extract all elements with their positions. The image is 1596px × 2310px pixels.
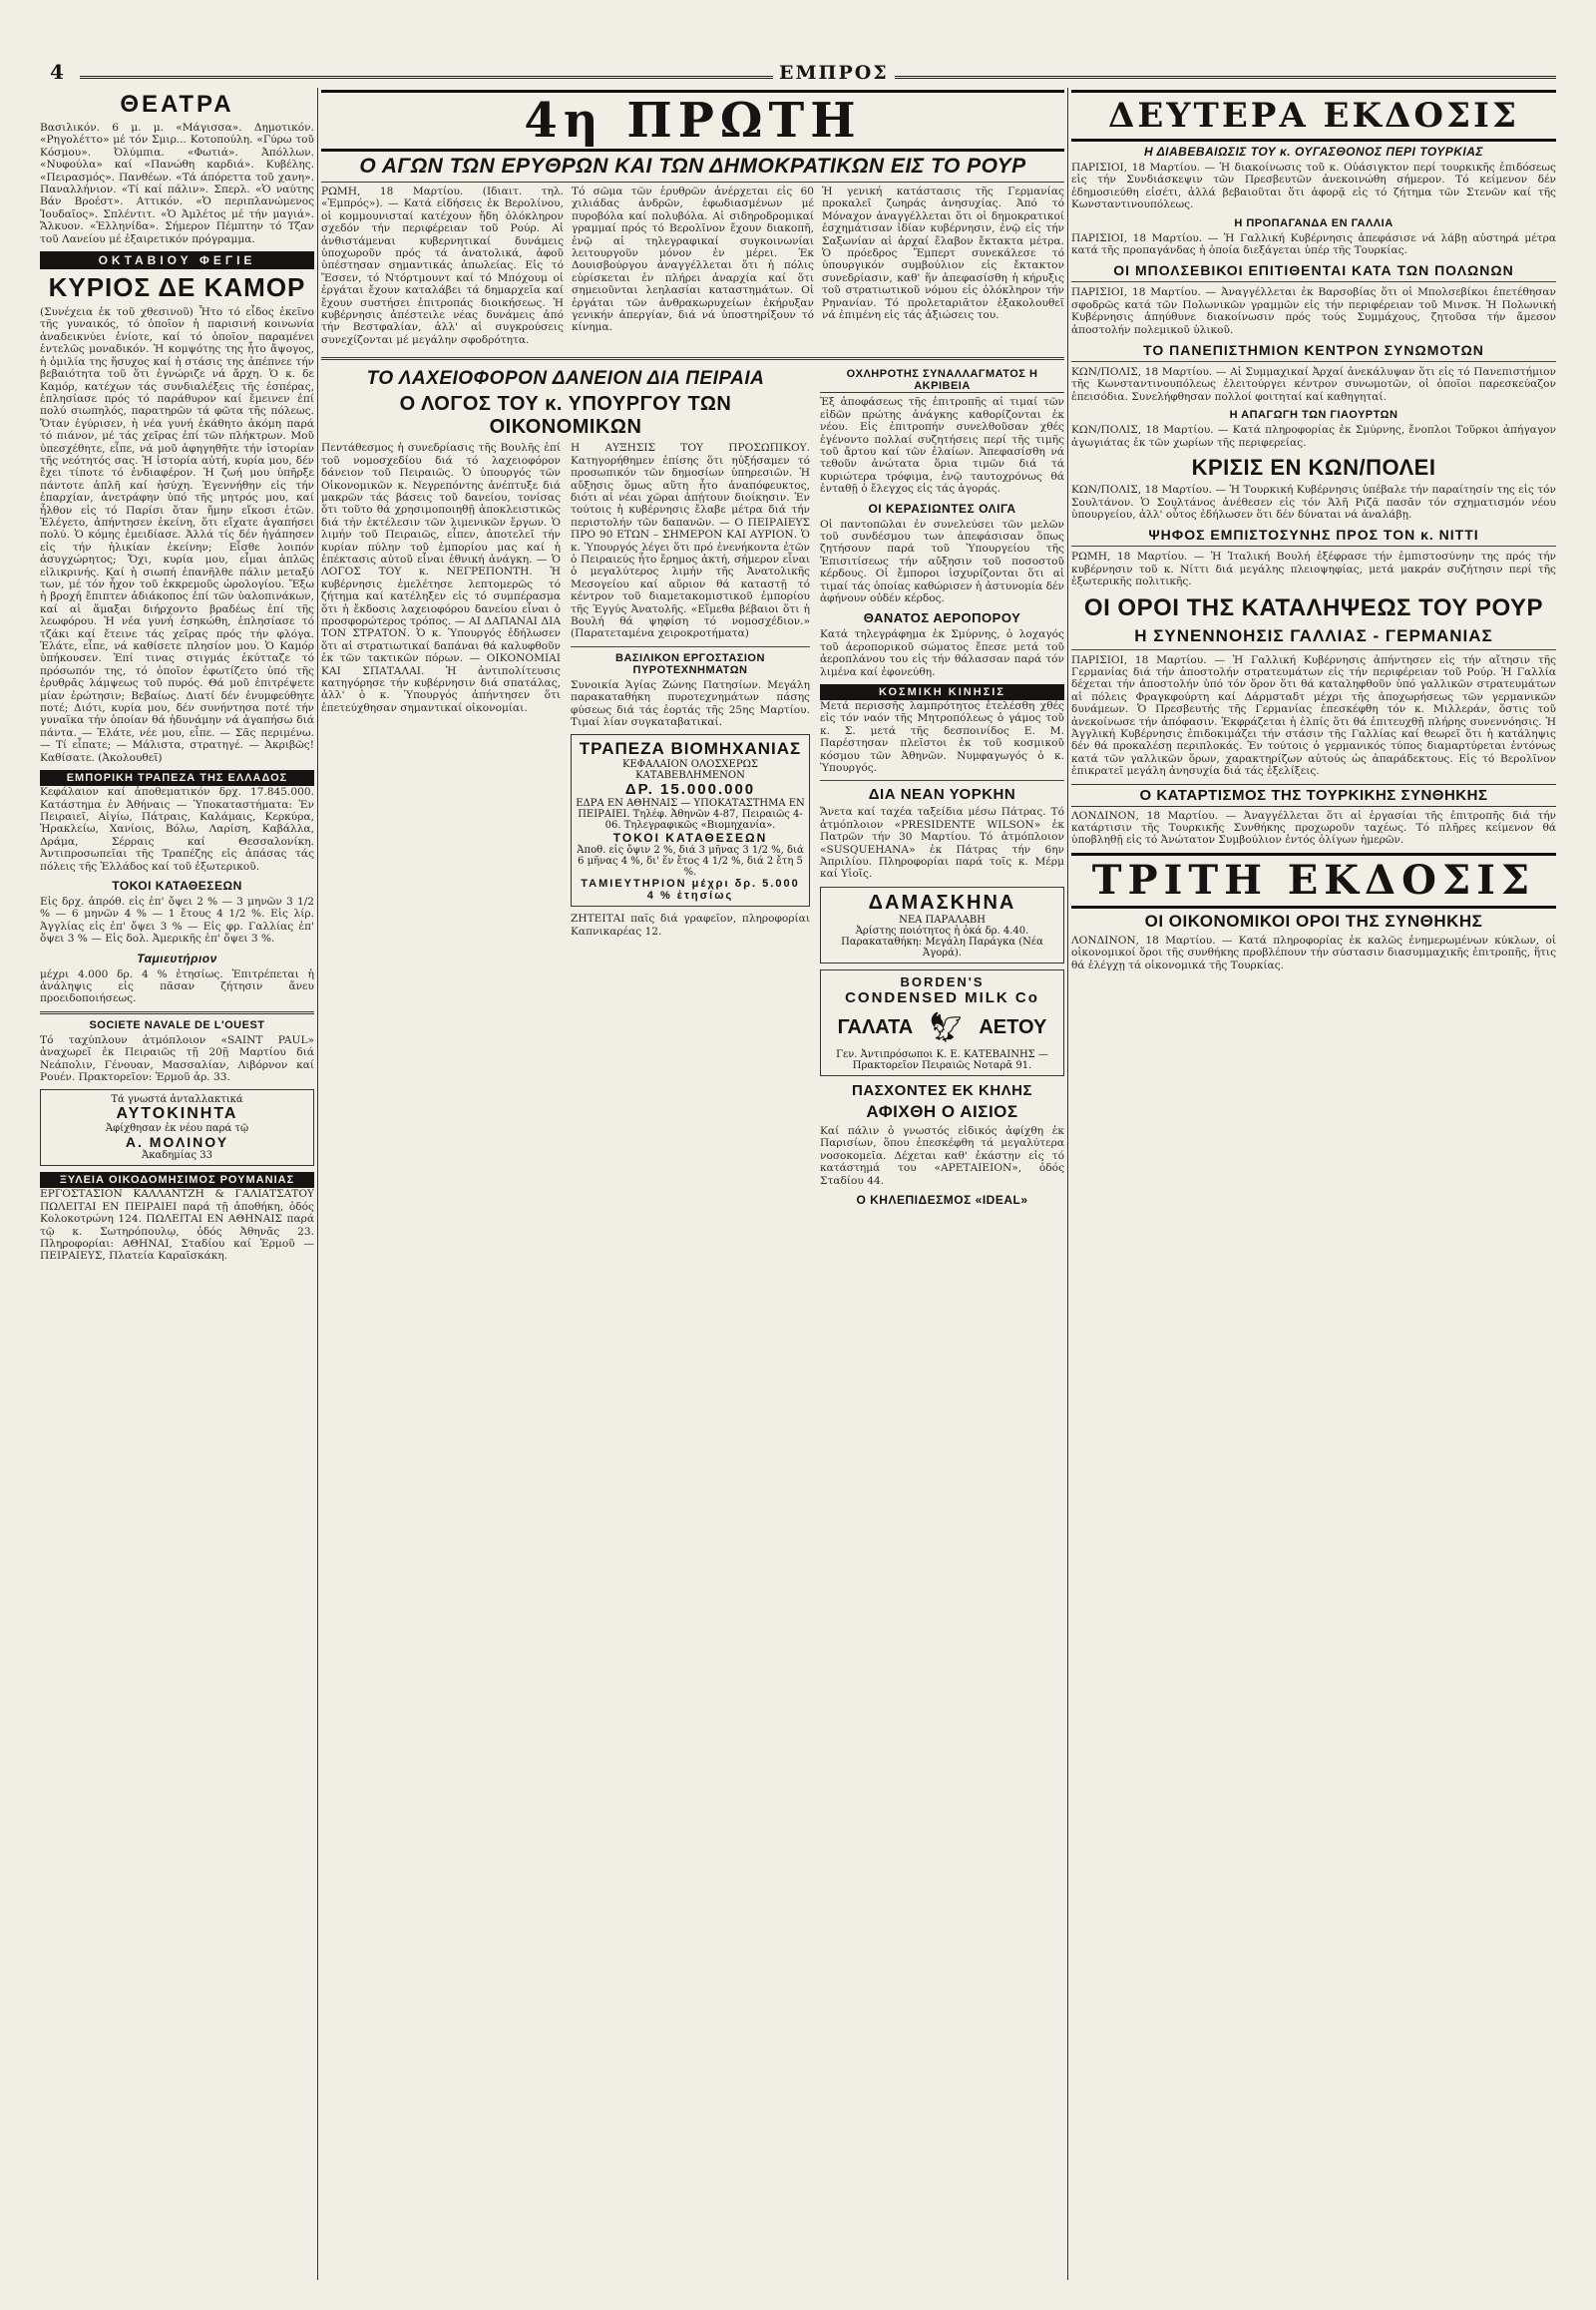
milk-ad: [820, 969, 1064, 1076]
aviator-title: ΘΑΝΑΤΟΣ ΑΕΡΟΠΟΡΟΥ: [863, 610, 1021, 626]
cars-lead: Τά γνωστά ἀνταλλακτικά: [111, 1094, 243, 1106]
hernia-title: ΠΑΣΧΟΝΤΕΣ ΕΚ ΚΗΛΗΣ: [851, 1081, 1033, 1099]
cars-title: ΑΥΤΟΚΙΝΗΤΑ: [116, 1105, 238, 1123]
plums-text: Ἀρίστης ποιότητος ἡ ὀκά δρ. 4.40. Παρακαταθήκη: Μεγάλη Παράγκα (Νέα Ἀγορά).: [841, 925, 1043, 959]
industry-bank-text: ΕΔΡΑ ΕΝ ΑΘΗΝΑΙΣ — ΥΠΟΚΑΤΑΣΤΗΜΑ ΕΝ ΠΕΙΡΑΙΕΙ. Τηλέφ. Ἀθηνῶν 4-87, Πειραιῶς 4-06. Τηλεγραφικῶς «Βιομηχανία».: [576, 798, 805, 832]
third-edition-banner: ΤΡΙΤΗ ΕΚΔΟΣΙΣ: [1071, 853, 1556, 909]
loan-headline: ΤΟ ΛΑΧΕΙΟΦΟΡΟΝ ΔΑΝΕΙΟΝ ΔΙΑ ΠΕΙΡΑΙΑ: [366, 368, 765, 390]
grocers-text: Οἱ παντοπῶλαι ἐν συνελεύσει τῶν μελῶν τοῦ συνδέσμου των ἀπεφάσισαν ὅπως ζητήσουν παρά τοῦ Ὑπουργείου τῆς Ἐπισιτίσεως τήν αὔξησιν τοῦ ποσοστοῦ κέρδους. Οἱ ἔμποροι ἰσχυρίζονται ὅτι αἱ τιμαί τάς ὁποίας καθώρισεν ἡ ἀστυνομία δέν ἀφήνουν οὐδέν κέρδος.: [820, 518, 1064, 604]
loan-text-1: Πεντάθεσμος ἡ συνεδρίασις τῆς Βουλῆς ἐπί τοῦ νομοσχεδίου διά τό λαχειοφόρον δάνειον τοῦ Πειραιῶς. Ὁ ὑπουργός τῶν Οἰκονομικῶν κ. Νεγρεπόντης ἀνέπτυξε διά μακρῶν τάς βάσεις τοῦ δανείου, τονίσας ὅτι τοῦτο θά χρησιμοποιηθῇ ἀποκλειστικῶς διά τήν ἐκτέλεσιν τῶν λιμενικῶν ἔργων. Ὁ λιμήν τοῦ Πειραιῶς, εἶπεν, ἀποτελεῖ τήν κυρίαν πύλην τοῦ ἐμπορίου μας καί ἡ ἐπέκτασις αὐτοῦ εἶναι ἐθνική ἀνάγκη. — Ὁ ΛΟΓΟΣ ΤΟΥ κ. ΝΕΓΡΕΠΟΝΤΗ. Ἡ κυβέρνησις ἐμελέτησε λεπτομερῶς τό ζήτημα καί κατέληξεν εἰς τό συμπέρασμα ὅτι ἡ ἔκδοσις λαχειοφόρου δανείου εἶναι ὁ προσφορώτερος τρόπος. — ΑΙ ΔΑΠΑΝΑΙ ΔΙΑ ΤΟΝ ΣΤΡΑΤΟΝ. Ὁ κ. Ὑπουργός ἐδήλωσεν ὅτι αἱ στρατιωτικαί δαπάναι θά καλυφθοῦν ἐκ τῶν τακτικῶν πόρων. — ΟΙΚΟΝΟΜΙΑΙ ΚΑΙ ΣΠΑΤΑΛΑΙ. Ἡ ἀντιπολίτευσις κατηγόρησε τήν κυβέρνησιν διά σπατάλας, ἀλλ' ὁ κ. Ὑπουργός ἀπήντησεν ὅτι ἐπετεύχθησαν σημαντικαί οἰκονομίαι.: [321, 442, 561, 714]
loan-story: [321, 365, 810, 1210]
shipping-text: Τό ταχύπλουν ἀτμόπλοιον «SAINT PAUL» ἀναχωρεῖ ἐκ Πειραιῶς τῇ 20ῇ Μαρτίου διά Νεάπολιν, Γένουαν, Μασσαλίαν, Λιβόρνον καί Ρουέν. Πρακτορεῖον: Ἑρμοῦ ἀρ. 33.: [40, 1033, 314, 1083]
right-text-7: ΛΟΝΔΙΝΟΝ, 18 Μαρτίου. — Ἀναγγέλλεται ὅτι αἱ ἐργασίαι τῆς ἐπιτροπῆς διά τήν κατάρτισιν τῆς Τουρκικῆς Συνθήκης προχωροῦν ταχέως. Τό πλῆρες κείμενον θά ὑποβληθῇ εἰς τό Ἀνώτατον Συμβούλιον ἐντός ὀλίγων ἡμερῶν.: [1071, 809, 1556, 847]
right-text-1b: ΠΑΡΙΣΙΟΙ, 18 Μαρτίου. — Ἡ Γαλλική Κυβέρνησις ἀπεφάσισε νά λάβῃ αὐστηρά μέτρα κατά τῆς προπαγάνδας ἡ ὁποία διεξάγεται ὑπέρ τῆς Τουρκίας.: [1071, 231, 1556, 257]
milk-right-label: ΑΕΤΟΥ: [979, 1015, 1047, 1038]
loan-text-2: Η ΑΥΞΗΣΙΣ ΤΟΥ ΠΡΟΣΩΠΙΚΟΥ. Κατηγορήθημεν ἐπίσης ὅτι ηὐξήσαμεν τό προσωπικόν τῶν δημοσίων ὑπηρεσιῶν. Ἡ αὔξησις ὅμως αὕτη ἦτο ἀναπόφευκτος, διότι αἱ νέαι χῶραι ἀπῄτουν διοίκησιν. Ἐν τούτοις ἡ κυβέρνησις ἔλαβε μέτρα διά τήν περιστολήν τῶν δαπανῶν. — Ο ΠΕΙΡΑΙΕΥΣ ΠΡΟ 90 ΕΤΩΝ – ΣΗΜΕΡΟΝ ΚΑΙ ΑΥΡΙΟΝ. Ὁ κ. Ὑπουργός λέγει ὅτι πρό ἐνενήκοντα ἐτῶν ὁ Πειραιεύς ἦτο ἔρημος ἀκτή, σήμερον εἶναι ὁ μεγαλύτερος λιμήν τῆς Ἀνατολικῆς Μεσογείου καί αὔριον θά καταστῇ τό κέντρον τοῦ διαμετακομιστικοῦ ἐμπορίου τῆς Ἐγγύς Ἀνατολῆς. «Εἴμεθα βέβαιοι ὅτι ἡ Βουλή θά ψηφίση τό νομοσχέδιον.» (Παρατεταμένα χειροκροτήματα): [571, 442, 810, 640]
right-subheadline-6: Η ΣΥΝΕΝΝΟΗΣΙΣ ΓΑΛΛΙΑΣ - ΓΕΡΜΑΝΙΑΣ: [1071, 626, 1556, 650]
lead-headline: Ο ΑΓΩΝ ΤΩΝ ΕΡΥΘΡΩΝ ΚΑΙ ΤΩΝ ΔΗΜΟΚΡΑΤΙΚΩΝ ΕΙΣ ΤΟ ΡΟΥΡ: [321, 155, 1064, 183]
eagle-icon: 🦅︎: [927, 1009, 966, 1045]
milk-logo-row: [825, 1010, 1059, 1045]
wanted-notice: ΖΗΤΕΙΤΑΙ παῖς διά γραφεῖον, πληροφορίαι Καπνικαρέας 12.: [571, 913, 810, 938]
hernia-footer: Ο ΚΗΛΕΠΙΔΕΣΜΟΣ «IDEAL»: [856, 1192, 1028, 1207]
right-headline-2: ΟΙ ΜΠΟΛΣΕΒΙΚΟΙ ΕΠΙΤΙΘΕΝΤΑΙ ΚΑΤΑ ΤΩΝ ΠΟΛΩΝΩΝ: [1071, 262, 1556, 282]
steamer-title: ΔΙΑ ΝΕΑΝ ΥΟΡΚΗΝ: [868, 786, 1016, 804]
divider: [40, 1011, 314, 1014]
right-headline-4: ΚΡΙΣΙΣ ΕΝ ΚΩΝ/ΠΟΛΕΙ: [1191, 455, 1436, 481]
lead-story: [321, 186, 1064, 352]
bank-title: ΕΜΠΟΡΙΚΗ ΤΡΑΠΕΖΑ ΤΗΣ ΕΛΛΑΔΟΣ: [40, 770, 314, 786]
right-headline-3: ΤΟ ΠΑΝΕΠΙΣΤΗΜΙΟΝ ΚΕΝΤΡΟΝ ΣΥΝΩΜΟΤΩΝ: [1071, 342, 1556, 362]
society-text: Μετά περισσῆς λαμπρότητος ἐτελέσθη χθές εἰς τόν ναόν τῆς Μητροπόλεως ὁ γάμος τοῦ κ. Σ. μετά τῆς δεσποινίδος Ε. Μ. Παρέστησαν πλεῖστοι ἐκ τοῦ κοσμικοῦ κόσμου τῶν Ἀθηνῶν. Νυμφαγωγός ὁ κ. Ὑπουργός.: [820, 700, 1064, 775]
column-divider: [1067, 88, 1068, 2280]
society-title: ΚΟΣΜΙΚΗ ΚΙΝΗΣΙΣ: [820, 684, 1064, 700]
right-headline-1: Η ΔΙΑΒΕΒΑΙΩΣΙΣ ΤΟΥ κ. ΟΥΓΑΣΘΟΝΟΣ ΠΕΡΙ ΤΟΥΡΚΙΑΣ: [1144, 145, 1483, 159]
lead-text-2: Τό σῶμα τῶν ἐρυθρῶν ἀνέρχεται εἰς 60 χιλιάδας ἀνδρῶν, ἐφωδιασμένων μέ πυροβόλα καί πολυβόλα. Αἱ σιδηροδρομικαί γραμμαί πρός τό Βερολῖνον ἔχουν διακοπῆ, ἐνῷ αἱ τηλεγραφικαί συγκοινωνίαι λειτουργοῦν μόνον ἐν μέρει. Ἐκ Δουισβούργου ἀναγγέλλεται ὅτι ἡ πόλις εὑρίσκεται ἐν πλήρει ἀναρχία καί ὅτι σημειοῦνται λεηλασίαι καταστημάτων. Οἱ ἐργάται τῶν ἀνθρακωρυχείων ἐκήρυξαν γενικήν ἀπεργίαν, διά νά ὑποστηρίξουν τό κίνημα.: [572, 186, 814, 334]
column-center: [321, 88, 1064, 2280]
milk-agent: Γεν. Ἀντιπρόσωποι Κ. Ε. ΚΑΤΕΒΑΙΝΗΣ — Πρακτορεῖον Πειραιῶς Νοταρᾶ 91.: [836, 1048, 1048, 1071]
milk-brand: BORDEN'S: [900, 973, 985, 989]
interest-rates: Εἰς δρχ. ἀπρόθ. εἰς ἐπ' ὄψει 2 % — 3 μηνῶν 3 1/2 % — 6 μηνῶν 4 % — 1 ἔτους 4 1/2 %. Εἰς λίρ. Ἀγγλίας εἰς ἐπ' ὄψει 3 % — Εἰς φρ. Γαλλίας ἐπ' ὄψει 3 % — Εἰς δολ. Ἀμερικῆς ἐπ' ὄψει 3 %.: [40, 895, 314, 946]
right-text-5: ΡΩΜΗ, 18 Μαρτίου. — Ἡ Ἰταλική Βουλή ἐξέφρασε τήν ἐμπιστοσύνην της πρός τήν κυβέρνησιν τοῦ κ. Νίττι διά μεγάλης πλειοψηφίας, μετά μακράν συζήτησιν περί τῆς ἐξωτερικῆς πολιτικῆς.: [1071, 551, 1556, 588]
column-divider: [317, 88, 318, 2280]
aviator-text: Κατά τηλεγράφημα ἐκ Σμύρνης, ὁ λοχαγός τοῦ ἀεροπορικοῦ σώματος ἔπεσε μετά τοῦ ἀεροπλάνου του εἰς τήν θάλασσαν παρά τόν λιμένα καί ἐφονεύθη.: [820, 628, 1064, 678]
right-headline-5: ΨΗΦΟΣ ΕΜΠΙΣΤΟΣΥΝΗΣ ΠΡΟΣ ΤΟΝ κ. ΝΙΤΤΙ: [1071, 527, 1556, 547]
hernia-text: Καί πάλιν ὁ γνωστός εἰδικός ἀφίχθη ἐκ Παρισίων, ὅπου ἐπεσκέφθη τά μεγαλύτερα νοσοκομεῖα. Δέχεται καθ' ἑκάστην εἰς τό κατάστημά του «ΑΡΕΤΑΙΕΙΟΝ», ὁδός Σταδίου 44.: [820, 1124, 1064, 1187]
right-headline-1b: Η ΠΡΟΠΑΓΑΝΔΑ ΕΝ ΓΑΛΛΙΑ: [1234, 216, 1394, 229]
right-text-6: ΠΑΡΙΣΙΟΙ, 18 Μαρτίου. — Ἡ Γαλλική Κυβέρνησις ἀπήντησεν εἰς τήν αἴτησιν τῆς Γερμανίας διά τήν ἀποστολήν στρατευμάτων εἰς τήν περιφέρειαν τοῦ Ρούρ. Ἡ Γαλλία δέχεται τήν ἀποστολήν ὑπό τόν ὅρον ὅτι θά καταληφθοῦν ὑπό γαλλικῶν στρατευμάτων αἱ πόλεις Φραγκφούρτη καί Δάρμσταδτ μέχρι τῆς ἀποχωρήσεως τῶν γερμανικῶν δυνάμεων. Ὁ Πρεσβευτής τῆς Γερμανίας ἐπεσκέφθη τόν κ. Μιλλεράν, ὅστις τοῦ ἀνεκοίνωσε τήν ἀπόφασιν. Ἐκφράζεται ἡ ἐλπίς ὅτι θά ἐπιτευχθῇ πλήρης συνεννόησις. Ἡ Ἀγγλική Κυβέρνησις ἐπιδοκιμάζει τήν στάσιν τῆς Γαλλίας καί θεωρεῖ ὅτι ἡ κατάληψις δέν θά προκαλέσῃ περιπλοκάς. Ἐν τούτοις ὁ γερμανικός τύπος διαμαρτύρεται ἐντόνως κατά τῶν γαλλικῶν ὅρων, χαρακτηρίζων αὐτούς ὡς ἀπαράδεκτους. Εἰς τό Βερολῖνον ἐπικρατεῖ μεγάλη ἀνησυχία διά τάς ἐξελίξεις.: [1071, 653, 1556, 778]
shipping-title: SOCIETE NAVALE DE L'OUEST: [89, 1018, 265, 1031]
plums-subtitle: ΝΕΑ ΠΑΡΑΛΑΒΗ: [899, 914, 986, 926]
divider: [321, 357, 1064, 360]
industry-bank-title: ΤΡΑΠΕΖΑ ΒΙΟΜΗΧΑΝΙΑΣ: [579, 739, 802, 759]
column-left: [40, 88, 314, 2280]
right-text-2: ΠΑΡΙΣΙΟΙ, 18 Μαρτίου. — Ἀναγγέλλεται ἐκ Βαρσοβίας ὅτι οἱ Μπολσεβίκοι ἐπετέθησαν σφοδρῶς κατά τῶν Πολωνικῶν γραμμῶν εἰς τήν περιφέρειαν τοῦ Μινσκ. Ἡ Πολωνική Κυβέρνησις ἀπηύθυνε διακοίνωσιν πρός τούς Συμμάχους, ζητοῦσα τήν ἄμεσον ἀποστολήν πολεμικοῦ ὑλικοῦ.: [1071, 286, 1556, 336]
timber-text: ΕΡΓΟΣΤΑΣΙΟΝ ΚΑΛΛΑΝΤΖΗ & ΓΑΛΙΑΤΣΑΤΟΥ ΠΩΛΕΙΤΑΙ ΕΝ ΠΕΙΡΑΙΕΙ παρά τῇ ἀποθήκη, ὁδός Κολοκοτρώνη 124. ΠΩΛΕΙΤΑΙ ΕΝ ΑΘΗΝΑΙΣ παρά τῷ κ. Σωτηρόπουλῳ, ὁδός Ἀθηνᾶς 23. Πληροφορίαι: ΑΘΗΝΑΙ, Σταδίου καί Ἑρμοῦ — ΠΕΙΡΑΙΕΥΣ, Πλατεία Καραϊσκάκη.: [40, 1188, 314, 1263]
industry-bank-savings: ΤΑΜΙΕΥΤΗΡΙΟΝ μέχρι δρ. 5.000 4 % ἐτησίως: [581, 878, 800, 903]
milk-left-label: ΓΑΛΑΤΑ: [837, 1015, 914, 1038]
right-headline-7: Ο ΚΑΤΑΡΤΙΣΜΟΣ ΤΗΣ ΤΟΥΡΚΙΚΗΣ ΣΥΝΘΗΚΗΣ: [1071, 784, 1556, 807]
feuilleton-text: (Συνέχεια ἐκ τοῦ χθεσινοῦ) Ἦτο τό εἶδος ἐκεῖνο τῆς γυναικός, τό ὁποῖον ἡ παρισινή κοινωνία ἀναδεικνύει ἐνίοτε, καί τό ὁποῖον παραμένει ἐντελῶς μοναδικόν. Ἡ κομψότης της ἦτο ἄψογος, ἡ ὁμιλία της ἥσυχος καί ἡ στάσις της ἀπέπνεε τήν βεβαιότητα τοῦ ὅτι ἐγνώριζε νά ἄρχη. Ὁ κ. δε Καμόρ, κατέχων τάς συνδιαλέξεις τῆς ἐσπέρας, ἐπλησίασε πρός τό παράθυρον καί ἔμεινεν ἐπί πολύ σιωπηλός, παρατηρῶν τά φῶτα τῆς πόλεως. Ὅταν ἐγύρισεν, ἡ νέα γυνή ἐκάθητο ἀκόμη παρά τό πιάνον, μέ τάς χεῖρας ἐπί τῶν πλήκτρων. Μοῦ ὑπεσχέθητε, εἶπε, νά μοῦ ἀφηγηθῆτε τήν ἱστορίαν τῆς νεότητός σας. Ἡ ἱστορία αὐτή, κυρία μου, δέν ἔχει τίποτε τό ἐνδιαφέρον. Ἡ ζωή μου ὑπῆρξε πάντοτε ἁπλῆ καί ἡσύχη. Ἐγεννήθην εἰς τήν ἐπαρχίαν, ἀνετράφην ὑπό τῆς μητρός μου, καί ἦλθον εἰς τό Παρίσι ὅταν ἤμην εἴκοσι ἐτῶν. Ἐλέγετο, ἀπήντησεν ἐκείνη, ὅτι εἴχατε ἀγαπήσει πολύ. Ὁ κόμης ἐμειδίασε. Ἀλλά τίς δέν ἠγάπησεν εἰς τήν ἡλικίαν ἐκείνην; Εἶσθε λοιπόν ἀσυγχώρητος; Ὄχι, κυρία μου, εἶμαι ἁπλῶς εἰλικρινής. Καί ἡ σιωπή ἐπανῆλθε πάλιν μεταξύ των, μέ τόν ἦχον τοῦ ἐκκρεμοῦς ὡρολογίου. Ἔξω ἡ βροχή ἔπιπτεν ἀδιάκοπος ἐπί τῶν ὑαλοπινάκων, καί αἱ ἅμαξαι διήρχοντο βραδέως ἐπί τῆς λεωφόρου. Ἡ νέα γυνή ἐσηκώθη, ἐπλησίασε τό τζάκι καί ἔτεινε τάς χεῖρας πρός τήν φλόγα. Ἐλάτε, εἶπε, νά καθίσετε πλησίον μου. Ὁ Καμόρ ὑπήκουσεν. Ἐπί τινας στιγμάς ἐκύτταζε τό πρόσωπόν της, τό ὁποῖον ἐφωτίζετο ὑπό τῆς ἐρυθρᾶς λάμψεως τοῦ πυρός. Θά μοῦ ἐπιτρέψετε μίαν ἐρώτησιν; Βεβαίως. Διατί δέν ἐνυμφεύθητε ποτέ; Διότι, κυρία μου, δέν συνήντησα ποτέ τήν γυναῖκα τήν ὁποίαν θά ἠδυνάμην νά ἀγαπήσω διά πάντα. — Ἐλάτε, νέε μου, εἶπε. — Σᾶς περιμένω. — Τί εἶπατε; — Μάλιστα, στρατηγέ. — Ἀκριβῶς! Καθίσατε. (Ἀκολουθεῖ): [40, 306, 314, 764]
milk-product: CONDENSED MILK Co: [845, 988, 1039, 1006]
theatres-listing: Βασιλικόν. 6 μ. μ. «Μάγισσα». Δημοτικόν. «Ρηγολέττο» μέ τόν Σμιρ... Κοτοπούλη. «Γύρω τοῦ Κόσμου». Ὀλύμπια. «Φωτιά». Ἀπόλλων. «Νυφούλα» καί «Πανώθη καρδιά». Κυβέλης. «Πειρασμός». Πανθέων. «Τά άπόρεττα τοῦ χανη». Παναλλήνιον. «Τί καί πάλιν». Σπερλ. «Ὁ ναύτης Βάν Βροέστ». Αττικόν. «Ὁ περιπλανώμενος Ἰουδαῖος». Σπλέντιτ. «Ὁ Ἀμλέτος μέ τήν μαγιά». Ἄλκυον. «Ἑλληνίδα». Σήμερον Πέμπτην τό Τζαν τοῦ Λανείου μέ ἐξαιρετικόν πρόγραμμα.: [40, 122, 314, 245]
bank-text: Κεφάλαιον καί ἀποθεματικόν δρχ. 17.845.000. Κατάστημα ἐν Ἀθήναις — Ὑποκαταστήματα: Ἐν Πειραιεῖ, Αἰγίω, Πάτραις, Καλάμαις, Κερκύρα, Ἡρακλείω, Χανίοις, Βόλω, Λαρίση, Καβάλλα, Δράμα, Σέρραις καί Θεσσαλονίκη. Ἀντιπροσωπεῖαι τῆς Τραπέζης εἰς ἁπάσας τάς πόλεις τῆς Ἑλλάδος καί τοῦ ἐξωτερικοῦ.: [40, 786, 314, 873]
center-right-column: [820, 365, 1064, 1210]
divider: [571, 646, 810, 647]
industry-bank-ad: [571, 734, 810, 907]
timber-title: ΞΥΛΕΙΑ ΟΙΚΟΔΟΜΗΣΙΜΟΣ ΡΟΥΜΑΝΙΑΣ: [40, 1172, 314, 1188]
right-text-3b: ΚΩΝ/ΠΟΛΙΣ, 18 Μαρτίου. — Κατά πληροφορίας ἐκ Σμύρνης, ἔνοπλοι Τοῦρκοι ἀπήγαγον ἀγωγιάτας ἐκ τῶν χωρίων τῆς περιφερείας.: [1071, 424, 1556, 449]
right-text-8: ΛΟΝΔΙΝΟΝ, 18 Μαρτίου. — Κατά πληροφορίας ἐκ καλῶς ἐνημερωμένων κύκλων, οἱ οἰκονομικοί ὅροι τῆς συνθήκης προβλέπουν τήν σύστασιν διασυμμαχικῆς ἐπιτροπῆς, ἥτις θά ἐλέγχῃ τά οἰκονομικά τῆς Τουρκίας.: [1071, 934, 1556, 971]
hernia-subtitle: ΑΦΙΧΘΗ Ο ΑΙΣΙΟΣ: [866, 1101, 1018, 1121]
center-banner: 4η ΠΡΩΤΗ: [321, 90, 1064, 152]
cars-ad: [40, 1089, 314, 1166]
column-right: [1071, 88, 1556, 2280]
page-number: 4: [50, 60, 64, 84]
interest-title: ΤΟΚΟΙ ΚΑΤΑΘΕΣΕΩΝ: [112, 878, 242, 893]
lead-text-3: Ἡ γενική κατάστασις τῆς Γερμανίας προκαλεῖ ζωηράς ἀνησυχίας. Ἀπό τό Μόναχον ἀναγγέλλεται ὅτι οἱ δημοκρατικοί ἐσχημάτισαν ἰδίαν κυβέρνησιν, ἐνῷ εἰς τήν Σαξωνίαν αἱ ἀρχαί ἔλαβον ἔκτακτα μέτρα. Ὁ πρόεδρος Ἔμπερτ συνεκάλεσε τό ὑπουργικόν συμβούλιον εἰς ἔκτακτον συνεδρίασιν, καθ' ἥν ἀπεφασίσθη ἡ κήρυξις τοῦ στρατιωτικοῦ νόμου εἰς ὁλόκληρον τήν Ρηνανίαν. Τό προλεταριᾶτον ἐξακολουθεῖ νά ἐπιμένη εἰς τάς ἀξιώσεις του.: [822, 186, 1064, 322]
right-headline-6: ΟΙ ΟΡΟΙ ΤΗΣ ΚΑΤΑΛΗΨΕΩΣ ΤΟΥ ΡΟΥΡ: [1083, 593, 1544, 621]
loan-columns: [321, 442, 810, 944]
factory-title: ΒΑΣΙΛΙΚΟΝ ΕΡΓΟΣΤΑΣΙΟΝ ΠΥΡΟΤΕΧΝΗΜΑΤΩΝ: [615, 651, 765, 676]
lower-section: [321, 365, 1064, 1210]
cars-address: Ἀκαδημίας 33: [142, 1150, 212, 1162]
divider: [820, 780, 1064, 781]
right-text-4: ΚΩΝ/ΠΟΛΙΣ, 18 Μαρτίου. — Ἡ Τουρκική Κυβέρνησις ὑπέβαλε τήν παραίτησίν της εἰς τόν Σουλτάνον. Ὁ Σουλτάνος ἀνέθεσεν εἰς τόν Ἀλῆ Ριζᾶ πασᾶν τόν σχηματισμόν νέου ὑπουργείου, ἀλλ' οὗτος ἐδήλωσεν ὅτι δέν δύναται νά ἀναλάβῃ.: [1071, 484, 1556, 521]
masthead: [40, 58, 1556, 88]
industry-bank-interest: Ἀποθ. εἰς ὄψιν 2 %, διά 3 μῆνας 3 1/2 %, διά 6 μῆνας 4 %, δι' ἕν ἔτος 4 1/2 %, διά 2 ἔτη 5 %.: [577, 845, 804, 879]
right-text-1: ΠΑΡΙΣΙΟΙ, 18 Μαρτίου. — Ἡ διακοίνωσις τοῦ κ. Οὐάσιγκτον περί τουρκικῆς ἐπιδόσεως εἰς τήν Συνδιάσκεψιν τῶν Πρεσβευτῶν ἀνεκοινώθη σήμερον. Τό κείμενον δέν ἐδημοσιεύθη εἰσέτι, ἀλλά βεβαιοῦται ὅτι ἀφορᾷ εἰς τό ζήτημα τῶν Στενῶν καί τῆς Κωνσταντινουπόλεως.: [1071, 162, 1556, 211]
right-text-3: ΚΩΝ/ΠΟΛΙΣ, 18 Μαρτίου. — Αἱ Συμμαχικαί Ἀρχαί ἀνεκάλυψαν ὅτι εἰς τό Πανεπιστήμιον τῆς Κωνσταντινουπόλεως ἐλειτούργει κέντρον συνωμοτῶν, οἱ ὁποῖοι παρεσκεύαζον ἐπεισόδια. Συνελήφθησαν πολλοί φοιτηταί καί καθηγηταί.: [1071, 366, 1556, 403]
feuilleton-title: ΚΥΡΙΟΣ ΔΕ ΚΑΜΟΡ: [48, 272, 306, 303]
paper-name: ΕΜΠΡΟΣ: [773, 62, 895, 84]
feuilleton-author: ΟΚΤΑΒΙΟΥ ΦΕΓΙΕ: [40, 251, 314, 269]
savings-title: Ταμιευτήριον: [137, 951, 217, 965]
industry-bank-capital-label: ΚΕΦΑΛΑΙΟΝ ΟΛΟΣΧΕΡΩΣ ΚΑΤΑΒΕΒΛΗΜΕΝΟΝ: [622, 759, 758, 782]
cars-text: Ἀφίχθησαν ἐκ νέου παρά τῷ: [105, 1123, 249, 1135]
right-headline-8: ΟΙ ΟΙΚΟΝΟΜΙΚΟΙ ΟΡΟΙ ΤΗΣ ΣΥΝΘΗΚΗΣ: [1144, 911, 1483, 931]
cars-agent: Α. ΜΟΛΙΝΟΥ: [125, 1134, 229, 1151]
factory-text: Συνοικία Ἁγίας Ζώνης Πατησίων. Μεγάλη παρακαταθήκη πυροτεχνημάτων πάσης φύσεως διά τάς ἑορτάς τῆς 25ης Μαρτίου. Τιμαί λίαν συγκαταβατικαί.: [571, 678, 810, 728]
exchange-title: ΟΧΛΗΡΟΤΗΣ ΣΥΝΑΛΛΑΓΜΑΤΟΣ Η ΑΚΡΙΒΕΙΑ: [820, 368, 1064, 393]
steamer-text: Ἄνετα καί ταχέα ταξείδια μέσω Πάτρας. Τό ἀτμόπλοιον «PRESIDENTE WILSON» ἐκ Πατρῶν τήν 30 Μαρτίου. Τό ἀτμόπλοιον «SUSQUEHANA» ἐκ Πάτρας τήν 6ην Ἀπριλίου. Πληροφορίαι παρά τοῖς κ. Μέρμ καί Υἱοῖς.: [820, 806, 1064, 881]
loan-subheadline: Ο ΛΟΓΟΣ ΤΟΥ κ. ΥΠΟΥΡΓΟΥ ΤΩΝ ΟΙΚΟΝΟΜΙΚΩΝ: [399, 393, 732, 439]
grocers-title: ΟΙ ΚΕΡΑΣΙΩΝΤΕΣ ΟΛΙΓΑ: [868, 501, 1016, 516]
plums-ad: [820, 887, 1064, 963]
lead-text-1: ΡΩΜΗ, 18 Μαρτίου. (Ιδιαιτ. τηλ. «Ἐμπρός»). — Κατά εἰδήσεις ἐκ Βερολίνου, οἱ κομμουνισταί κατέχουν ἤδη ὁλόκληρον σχεδόν τήν περιφέρειαν τοῦ Ρούρ. Αἱ ἀνθιστάμεναι κυβερνητικαί δυνάμεις ὑποχωροῦν πρός τά ἀνατολικά, ἀφοῦ ὑπέστησαν σημαντικάς ἀπωλείας. Εἰς τό Ἔσσεν, τό Ντόρτμουντ καί τό Μπόχουμ οἱ ἐργάται ἔχουν καταλάβει τά δημαρχεῖα καί ἔχουν συστήσει ἐπιτροπάς διοικήσεως. Ἡ κυβέρνησις ἀπέστειλε νέας δυνάμεις ἀπό τήν Βεστφαλίαν, ἀλλ' αἱ συγκρούσεις συνεχίζονται μέ μεγάλην σφοδρότητα.: [321, 186, 564, 346]
right-headline-3b: Η ΑΠΑΓΩΓΗ ΤΩΝ ΓΙΑΟΥΡΤΩΝ: [1229, 409, 1398, 422]
plums-title: ΔΑΜΑΣΚΗΝΑ: [868, 891, 1016, 914]
theatres-title: ΘΕΑΤΡΑ: [120, 91, 234, 118]
second-edition-banner: ΔΕΥΤΕΡΑ ΕΚΔΟΣΙΣ: [1071, 90, 1556, 142]
savings-text: μέχρι 4.000 δρ. 4 % ἐτησίως. Ἐπιτρέπεται ἡ ἀνάληψις εἰς πᾶσαν ζήτησιν ἄνευ προειδοποιήσεως.: [40, 967, 314, 1005]
exchange-text: Ἐξ ἀποφάσεως τῆς ἐπιτροπῆς αἱ τιμαί τῶν εἰδῶν πρώτης ἀνάγκης καθορίζονται ἐκ νέου. Εἰς ἐπιτροπήν συνελθοῦσαν χθές ἐγένοντο πολλαί συζητήσεις περί τῆς τιμῆς τοῦ ἄρτου καί τῶν ἐλαίων. Ἀπεφασίσθη νά τεθοῦν ἀνώτατα ὅρια τιμῶν διά τά κυριώτερα τρόφιμα, ἐνῷ ταυτοχρόνως θά ἐνταθῇ ὁ ἔλεγχος εἰς τάς ἀγοράς.: [820, 396, 1064, 496]
industry-bank-interest-title: ΤΟΚΟΙ ΚΑΤΑΘΕΣΕΩΝ: [612, 831, 768, 846]
industry-bank-capital: ΔΡ. 15.000.000: [624, 781, 756, 799]
